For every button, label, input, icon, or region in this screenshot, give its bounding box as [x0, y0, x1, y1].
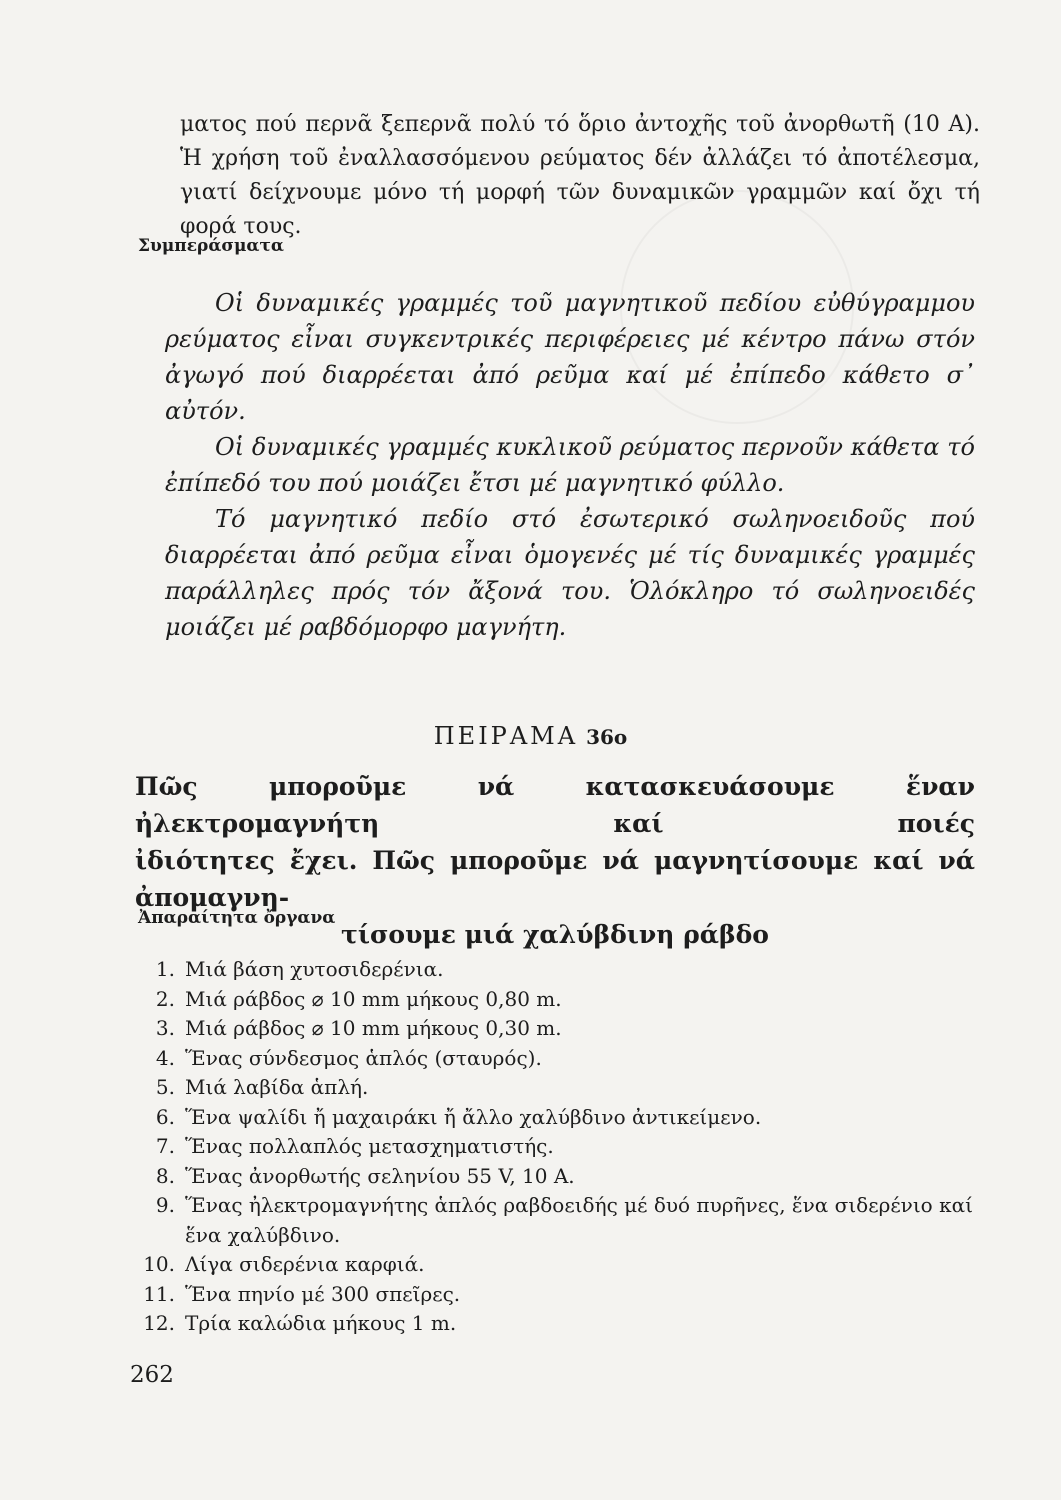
item-number: 12.: [143, 1311, 175, 1335]
experiment-title-line: ἰδιότητες ἔχει. Πῶς μποροῦμε νά μαγνητίσουμε καί νά ἀπομαγνη-: [135, 846, 975, 912]
page-number: 262: [130, 1362, 174, 1388]
item-text: Ἕνας σύνδεσμος ἁπλός (σταυρός).: [185, 1045, 542, 1070]
tools-heading: Ἀπαραίτητα ὄργανα: [138, 908, 336, 928]
conclusion-paragraph: Οἱ δυναμικές γραμμές τοῦ μαγνητικοῦ πεδίου εὐθύγραμμου ρεύματος εἶναι συγκεντρικές περιφέρειες μέ κέντρο πάνω στόν ἀγωγό πού διαρρέεται ἀπό ρεῦμα καί μέ ἐπίπεδο κάθετο σ᾽ αὐτόν.: [165, 289, 975, 425]
conclusions-section: [165, 285, 975, 645]
list-item: [135, 985, 975, 1015]
list-item: [135, 1103, 975, 1133]
item-number: 11.: [143, 1281, 175, 1306]
item-number: 10.: [143, 1252, 175, 1276]
item-text: Ἕνας πολλαπλός μετασχηματιστής.: [185, 1134, 554, 1158]
intro-text: ματος πού περνᾶ ξεπερνᾶ πολύ τό ὅριο ἀντοχῆς τοῦ ἀνορθωτῆ (10 A). Ἡ χρήση τοῦ ἐναλλασσόμενου ρεύματος δέν ἀλλάζει τό ἀποτέλεσμα, γιατί δείχνουμε μόνο τή μορφή τῶν δυναμικῶν γραμμῶν καί ὄχι τή φορά τους.: [180, 112, 980, 239]
conclusion-paragraph: Τό μαγνητικό πεδίο στό ἐσωτερικό σωληνοειδοῦς πού διαρρέεται ἀπό ρεῦμα εἶναι ὁμογενές μέ τίς δυναμικές γραμμές παράλληλες πρός τόν ἄξονά του. Ὁλόκληρο τό σωληνοειδές μοιάζει μέ ραβδόμορφο μαγνήτη.: [165, 505, 975, 641]
item-text: Ἕνα ψαλίδι ἤ μαχαιράκι ἤ ἄλλο χαλύβδινο ἀντικείμενο.: [185, 1104, 762, 1129]
experiment-label: [0, 722, 1061, 750]
list-item: [135, 1073, 975, 1103]
item-text: Μιά λαβίδα ἁπλή.: [185, 1075, 369, 1099]
list-item: [135, 955, 975, 985]
item-number: 1.: [155, 957, 175, 981]
item-number: 2.: [155, 986, 175, 1011]
item-text: Λίγα σιδερένια καρφιά.: [185, 1252, 425, 1276]
experiment-title-line: τίσουμε μιά χαλύβδινη ράβδο: [341, 920, 769, 949]
item-text: Μιά βάση χυτοσιδερένια.: [185, 957, 444, 981]
experiment-title-line: Πῶς μποροῦμε νά κατασκευάσουμε ἕναν ἠλεκτρομαγνήτη καί ποιές: [135, 772, 975, 838]
list-item: [135, 1250, 975, 1280]
conclusion-paragraph: Οἱ δυναμικές γραμμές κυκλικοῦ ρεύματος περνοῦν κάθετα τό ἐπίπεδό του πού μοιάζει ἔτσι μέ μαγνητικό φύλλο.: [165, 433, 975, 497]
list-item: [135, 1309, 975, 1339]
list-item: [135, 1191, 975, 1250]
tools-list: [135, 955, 975, 1339]
item-text: Τρία καλώδια μήκους 1 m.: [185, 1311, 457, 1335]
experiment-word: ΠΕΙΡΑΜΑ: [433, 722, 579, 750]
item-text: Μιά ράβδος ⌀ 10 mm μήκους 0,80 m.: [185, 986, 562, 1011]
conclusions-heading: Συμπεράσματα: [138, 236, 285, 256]
item-number: 5.: [155, 1075, 175, 1099]
item-number: 6.: [155, 1104, 175, 1129]
item-text: Ἕνας ἠλεκτρομαγνήτης ἁπλός ραβδοειδής μέ δυό πυρῆνες, ἕνα σιδερένιο καί ἕνα χαλύβδινο.: [185, 1193, 973, 1247]
item-number: 8.: [155, 1163, 175, 1188]
item-number: 4.: [155, 1045, 175, 1070]
item-number: 9.: [155, 1193, 175, 1217]
experiment-number: 36ο: [586, 725, 628, 749]
list-item: [135, 1162, 975, 1192]
list-item: [135, 1132, 975, 1162]
intro-paragraph: [180, 108, 980, 244]
item-number: 3.: [155, 1016, 175, 1040]
item-text: Ἕνα πηνίο μέ 300 σπεῖρες.: [185, 1281, 461, 1306]
item-text: Ἕνας ἀνορθωτής σεληνίου 55 V, 10 A.: [185, 1163, 575, 1188]
list-item: [135, 1014, 975, 1044]
item-number: 7.: [155, 1134, 175, 1158]
item-text: Μιά ράβδος ⌀ 10 mm μήκους 0,30 m.: [185, 1016, 562, 1040]
list-item: [135, 1044, 975, 1074]
list-item: [135, 1280, 975, 1310]
